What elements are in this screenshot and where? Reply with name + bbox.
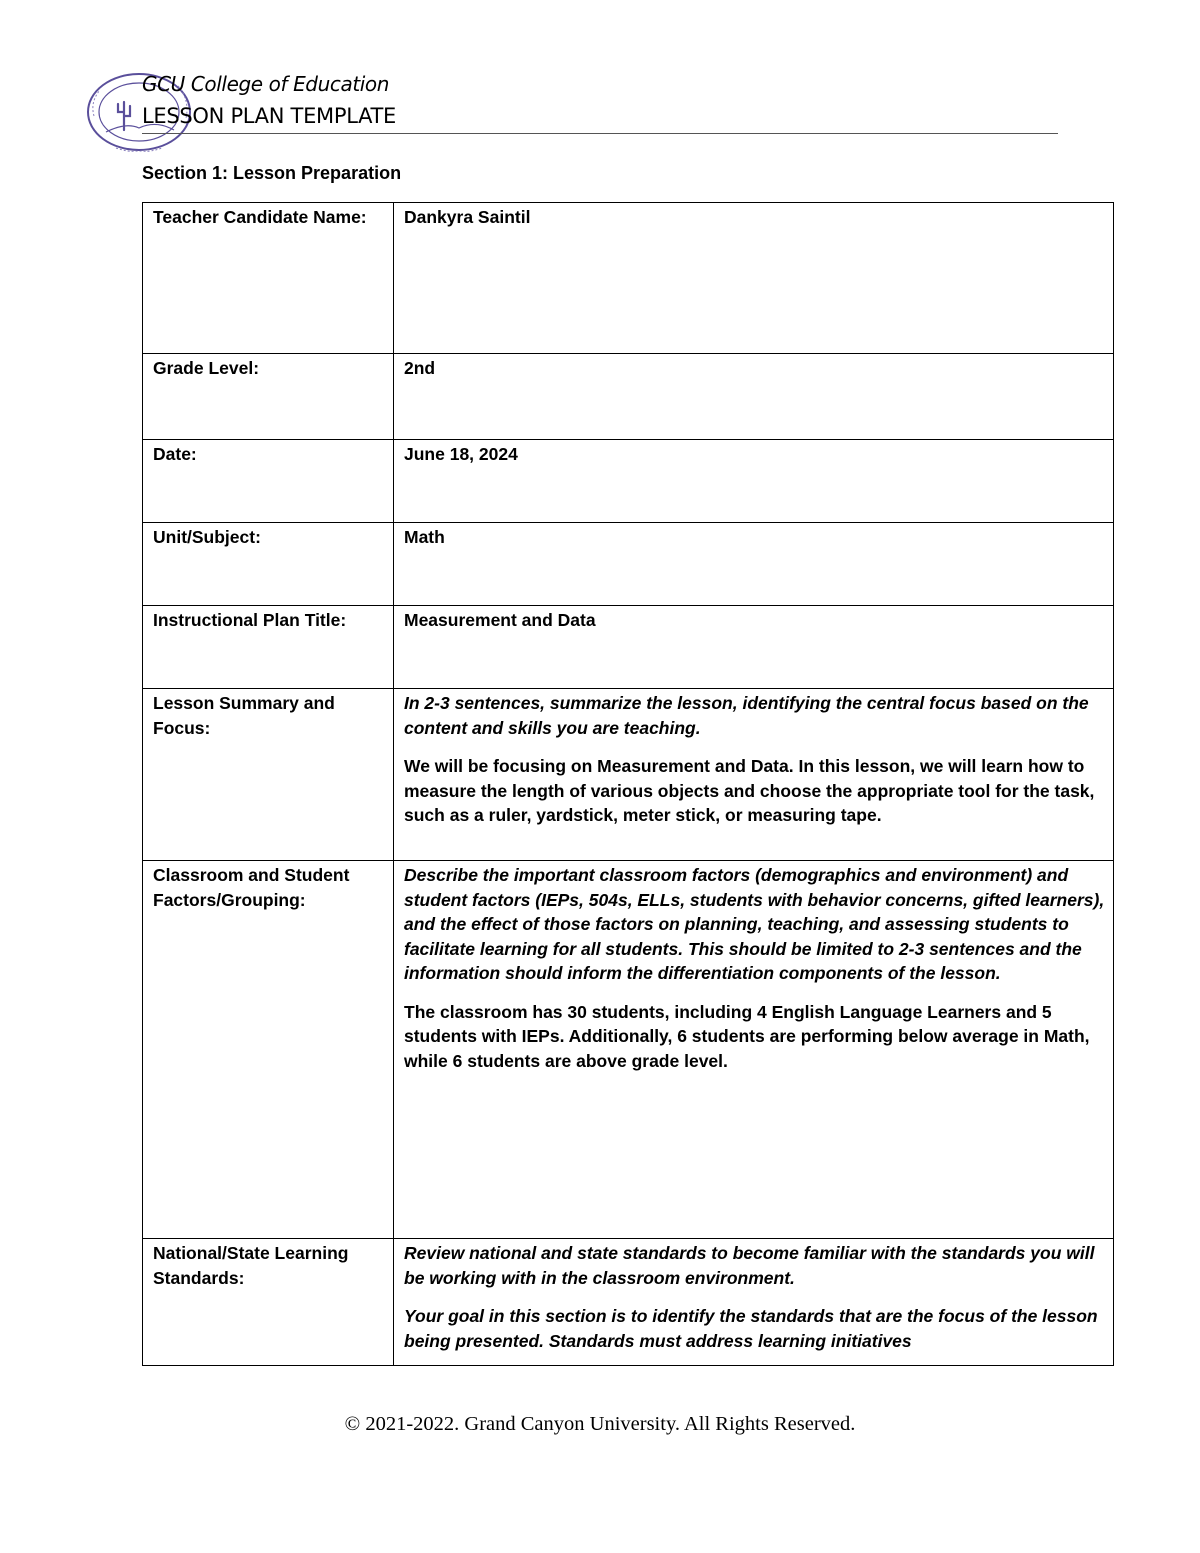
header-divider: [142, 133, 1058, 134]
college-name: GCU College of Education: [142, 72, 390, 96]
standards-instruction: Review national and state standards to become familiar with the standards you will be working with in the classroom environment.: [404, 1243, 1095, 1288]
row-instructional-plan-title: [143, 606, 1114, 689]
value-unit-subject: Math: [394, 523, 1114, 606]
value-teacher-candidate: Dankyra Saintil: [394, 203, 1114, 354]
summary-instruction: In 2-3 sentences, summarize the lesson, identifying the central focus based on the content and skills you are teaching.: [404, 693, 1089, 738]
row-classroom-factors: [143, 861, 1114, 1239]
section-title: Section 1: Lesson Preparation: [142, 163, 402, 183]
template-title: LESSON PLAN TEMPLATE: [142, 104, 397, 128]
value-classroom-factors: [394, 861, 1114, 1239]
factors-instruction: Describe the important classroom factors (demographics and environment) and student factors (IEPs, 504s, ELLs, students with behavior concerns, gifted learners), and the effect of those factors on planning, teaching, and assessing students to facilitate learning for all students. This should be limited to 2-3 sentences and the information should inform the differentiation components of the lesson.: [404, 865, 1105, 983]
label-grade-level: Grade Level:: [143, 354, 394, 440]
row-unit-subject: [143, 523, 1114, 606]
label-classroom-factors: Classroom and Student Factors/Grouping:: [143, 861, 394, 1239]
label-unit-subject: Unit/Subject:: [143, 523, 394, 606]
value-learning-standards: [394, 1239, 1114, 1366]
label-learning-standards: National/State Learning Standards:: [143, 1239, 394, 1366]
value-lesson-summary: [394, 689, 1114, 861]
label-date: Date:: [143, 440, 394, 523]
label-lesson-summary: Lesson Summary and Focus:: [143, 689, 394, 861]
label-teacher-candidate: Teacher Candidate Name:: [143, 203, 394, 354]
factors-response: The classroom has 30 students, including 4 English Language Learners and 5 students with IEPs. Additionally, 6 students are performing below average in Math, while 6 students are above grade level.: [404, 1001, 1090, 1071]
value-date: June 18, 2024: [394, 440, 1114, 523]
copyright-footer: © 2021-2022. Grand Canyon University. All Rights Reserved.: [344, 1413, 856, 1435]
standards-instruction-goal: Your goal in this section is to identify the standards that are the focus of the lesson being presented. Standards must address learning initiatives: [404, 1306, 1098, 1351]
row-teacher-candidate: [143, 203, 1114, 354]
value-grade-level: 2nd: [394, 354, 1114, 440]
lesson-preparation-table: [142, 202, 1114, 1366]
row-lesson-summary: [143, 689, 1114, 861]
summary-response: We will be focusing on Measurement and Data. In this lesson, we will learn how to measure the length of various objects and choose the appropriate tool for the task, such as a ruler, yardstick, meter stick, or measuring tape.: [404, 756, 1095, 825]
row-date: [143, 440, 1114, 523]
value-instructional-plan-title: Measurement and Data: [394, 606, 1114, 689]
row-grade-level: [143, 354, 1114, 440]
label-instructional-plan-title: Instructional Plan Title:: [143, 606, 394, 689]
row-learning-standards: [143, 1239, 1114, 1366]
